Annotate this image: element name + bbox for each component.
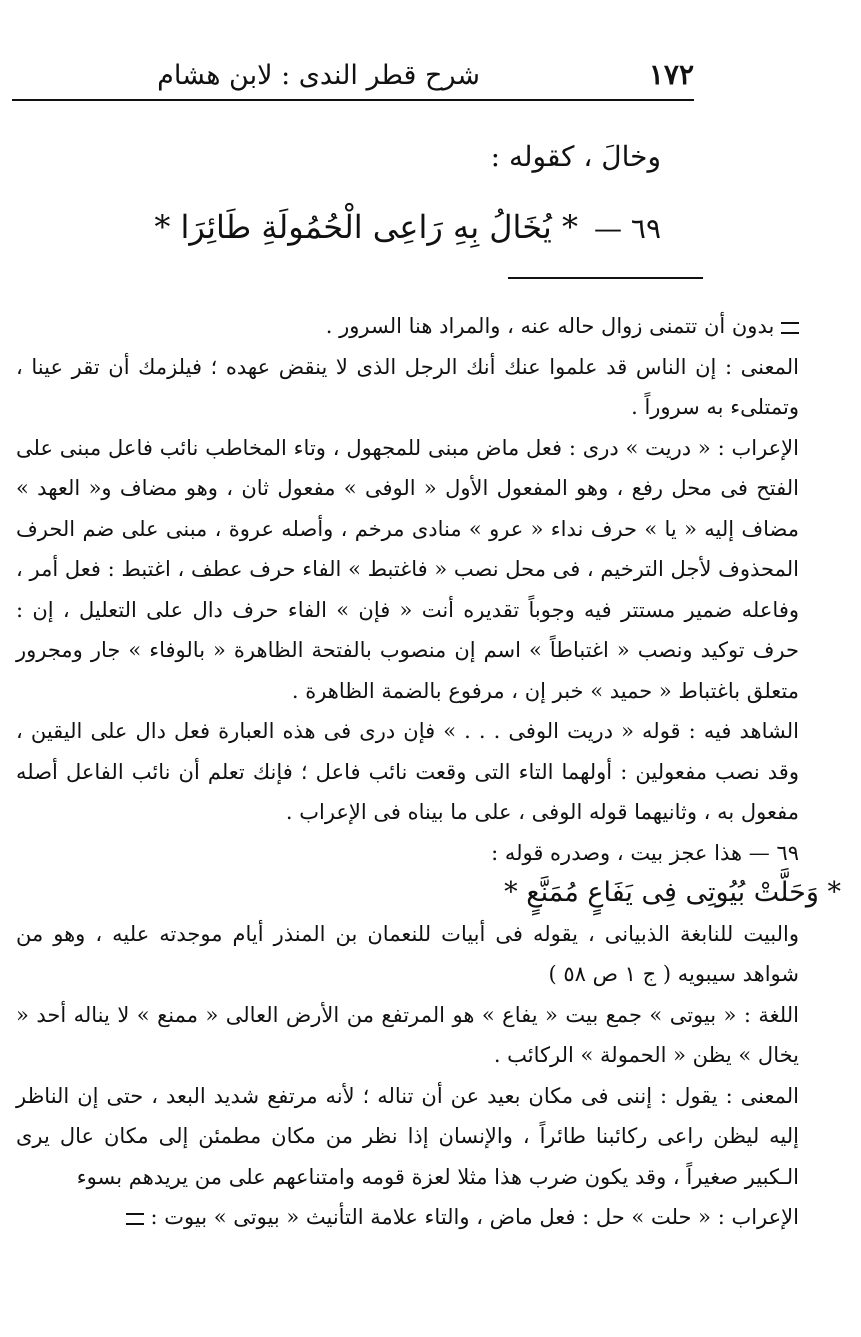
note-69-heading: ٦٩ — هذا عجز بيت ، وصدره قوله : bbox=[491, 840, 799, 865]
header-rule bbox=[12, 99, 694, 101]
irab-paragraph-2 bbox=[16, 1197, 841, 1238]
meaning-paragraph-2: المعنى : يقول : إننى فى مكان بعيد عن أن تناله ؛ لأنه مرتفع شديد البعد ، حتى إن الناظر إليه ليظن راعى ركائبنا طائراً ، والإنسان إذا نظر من مكان مطمئن إلى مكان عال يرى الـكبير صغيراً ، وقد يكون ضرب هذا مثلا لعزة قومه وامتناعهم على من يريدهم بسوء bbox=[16, 1083, 799, 1189]
irab-paragraph-1: الإعراب : « دريت » درى : فعل ماض مبنى للمجهول ، وتاء المخاطب نائب فاعل مبنى على الفتح فى محل رفع ، وهو المفعول الأول « الوفى » مفعول ثان ، وهو مضاف و« العهد » مضاف إليه « يا » حرف نداء « عرو » منادى مرخم ، وأصله عروة ، مبنى على ضم الحرف المحذوف لأجل الترخيم ، فى محل نصب « فاغتبط » الفاء حرف عطف ، اغتبط : فعل أمر ، وفاعله ضمير مستتر فيه وجوباً تقديره أنت « فإن » الفاء حرف دال على التعليل ، إن : حرف توكيد ونصب « اغتباطاً » اسم إن منصوب بالفتحة الظاهرة « بالوفاء » جار ومجرور متعلق باغتباط « حميد » خبر إن ، مرفوع بالضمة الظاهرة . bbox=[16, 435, 799, 703]
footnote-rule bbox=[508, 277, 703, 279]
verse-text: * يُخَالُ بِهِ رَاعِى الْحُمُولَةِ طَائِرَا * bbox=[154, 208, 578, 246]
page-header bbox=[12, 58, 694, 100]
first-hemistich: * وَحَلَّتْ بُيُوتِى فِى يَفَاعٍ مُمَنَّعٍ * bbox=[504, 877, 841, 908]
continuation-mark bbox=[781, 322, 799, 334]
footnotes bbox=[16, 306, 841, 1238]
attribution-paragraph: والبيت للنابغة الذبيانى ، يقوله فى أبيات للنعمان بن المنذر أيام موجدته عليه ، وهو من شواهد سيبويه ( ج ١ ص ٥٨ ) bbox=[16, 921, 800, 986]
irab-2-text: الإعراب : « حلت » حل : فعل ماض ، والتاء علامة التأنيث « بيوتى » بيوت : bbox=[150, 1205, 799, 1229]
running-title: شرح قطر الندى : لابن هشام bbox=[157, 60, 480, 91]
continues-mark bbox=[126, 1213, 144, 1225]
shahid-paragraph: الشاهد فيه : قوله « دريت الوفى . . . » فإن درى فى هذه العبارة فعل دال على اليقين ، وقد نصب مفعولين : أولهما التاء التى وقعت نائب فاعل ؛ فإنك تعلم أن نائب الفاعل أصله مفعول به ، وثانيهما قوله الوفى ، على ما بيناه فى الإعراب . bbox=[16, 719, 799, 824]
lugha-paragraph: اللغة : « بيوتى » جمع بيت « يفاع » هو المرتفع من الأرض العالى « ممنع » لا يناله أحد « يخال » يظن « الحمولة » الركائب . bbox=[16, 1002, 799, 1067]
intro-line: وخالَ ، كقوله : bbox=[490, 140, 661, 173]
meaning-paragraph-1: المعنى : إن الناس قد علموا عنك أنك الرجل الذى لا ينقض عهده ؛ فيلزمك أن تقر عينا ، وتمتلىء به سروراً . bbox=[16, 354, 799, 419]
footnote-continuation bbox=[16, 306, 841, 347]
page-number: ١٧٢ bbox=[648, 58, 694, 91]
continuation-text: بدون أن تتمنى زوال حاله عنه ، والمراد هنا السرور . bbox=[325, 314, 775, 338]
verse-number: ٦٩ — bbox=[594, 212, 661, 245]
